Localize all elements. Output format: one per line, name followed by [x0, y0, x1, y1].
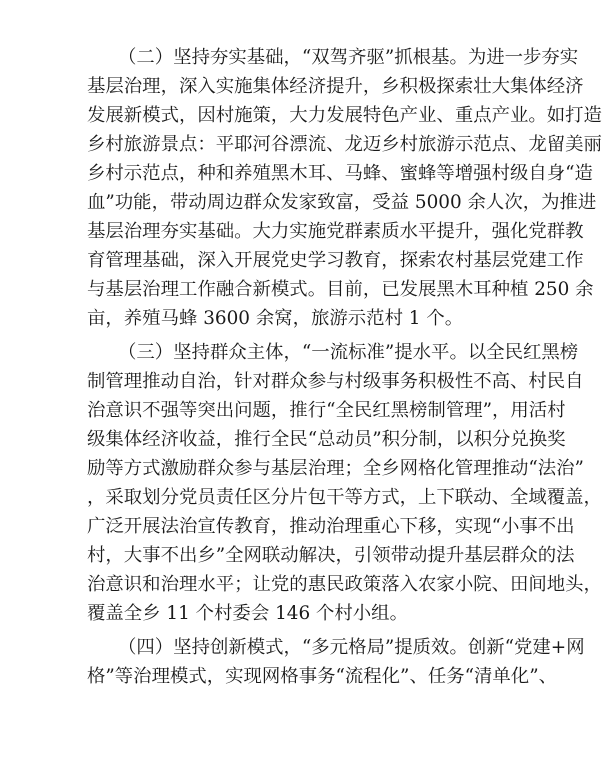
text-line: 村，大事不出乡”全网联动解决，引领带动提升基层群众的法 [87, 545, 575, 566]
text-line: 亩，养殖马蜂 3600 余窝，旅游示范村 1 个。 [87, 308, 464, 329]
text-line: 发展新模式，因村施策，大力发展特色产业、重点产业。如打造 [87, 105, 602, 126]
text-line: 广泛开展法治宣传教育，推动治理重心下移，实现“小事不出 [87, 516, 575, 537]
text-line: 治意识和治理水平；让党的惠民政策落入农家小院、田间地头， [87, 574, 602, 595]
paragraph-3-heading-line: （三）坚持群众主体，“一流标准”提水平。以全民红黑榜 [118, 342, 579, 363]
text-line: 级集体经济收益，推行全民“总动员”积分制，以积分兑换奖 [87, 429, 566, 450]
paragraph-2-heading-line: （二）坚持夯实基础，“双驾齐驱”抓根基。为进一步夯实 [118, 47, 579, 68]
text-line: 乡村旅游景点：平耶河谷漂流、龙迈乡村旅游示范点、龙留美丽 [87, 134, 602, 155]
text-line: 制管理推动自治，针对群众参与村级事务积极性不高、村民自 [87, 371, 584, 392]
text-line: 基层治理，深入实施集体经济提升，乡积极探索壮大集体经济 [87, 76, 584, 97]
text-line: ，采取划分党员责任区分片包干等方式，上下联动、全域覆盖， [87, 487, 602, 508]
text-line: 励等方式激励群众参与基层治理；全乡网格化管理推动“法治” [87, 458, 584, 479]
text-line: 治意识不强等突出问题，推行“全民红黑榜制管理”，用活村 [87, 400, 566, 421]
text-line: 血”功能，带动周边群众发家致富，受益 5000 余人次，为推进 [87, 192, 597, 213]
text-line: 基层治理夯实基础。大力实施党群素质水平提升，强化党群教 [87, 221, 584, 242]
text-line: 乡村示范点，种和养殖黑木耳、马蜂、蜜蜂等增强村级自身“造 [87, 163, 593, 184]
text-line: 与基层治理工作融合新模式。目前，已发展黑木耳种植 250 余 [87, 279, 594, 300]
text-line: 育管理基础，深入开展党史学习教育，探索农村基层党建工作 [87, 250, 584, 271]
text-line: 格”等治理模式，实现网格事务“流程化”、任务“清单化”、 [87, 666, 557, 687]
text-line: 覆盖全乡 11 个村委会 146 个村小组。 [87, 603, 408, 624]
paragraph-4-heading-line: （四）坚持创新模式，“多元格局”提质效。创新“党建+网 [118, 637, 585, 658]
